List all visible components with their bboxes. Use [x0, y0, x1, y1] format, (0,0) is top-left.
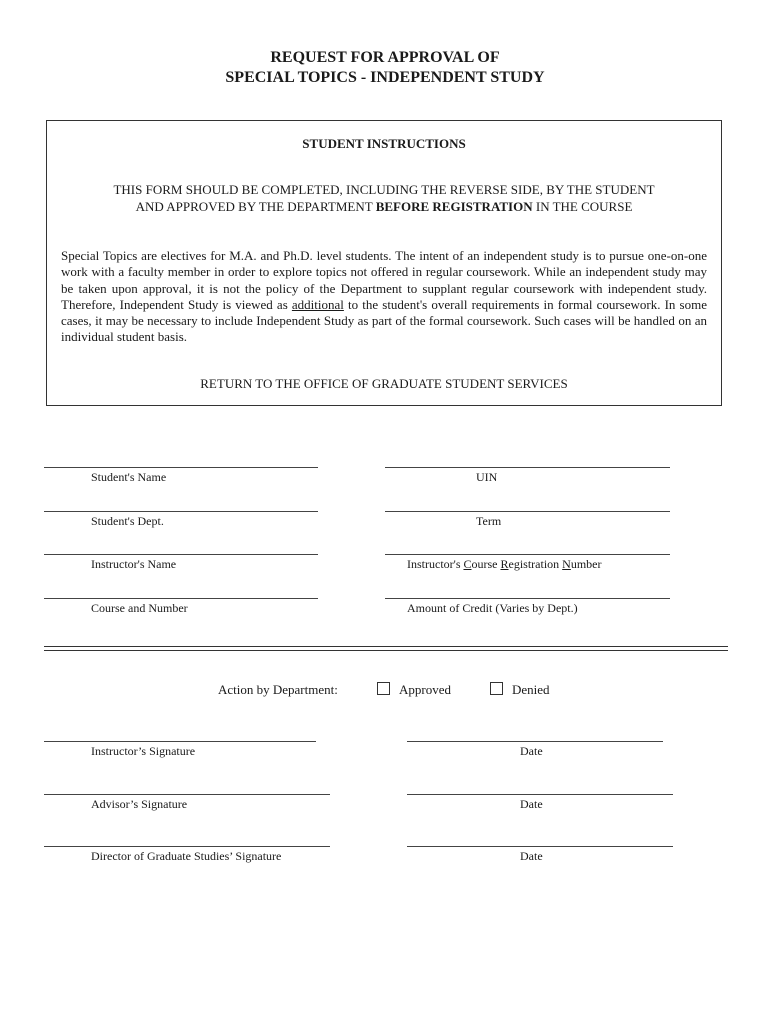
term-label: Term — [476, 514, 502, 528]
director-date-label: Date — [520, 849, 543, 863]
students-name-line[interactable] — [44, 467, 318, 468]
page-title-line-2: SPECIAL TOPICS - INDEPENDENT STUDY — [225, 69, 545, 86]
notice-line-2: AND APPROVED BY THE DEPARTMENT BEFORE REGISTRATION IN THE COURSE — [135, 199, 633, 214]
crn-line[interactable] — [385, 554, 670, 555]
students-dept-line[interactable] — [44, 511, 318, 512]
notice-emphasis: BEFORE REGISTRATION — [375, 199, 533, 214]
action-by-department-label: Action by Department: — [218, 682, 338, 697]
instructors-name-line[interactable] — [44, 554, 318, 555]
director-date-line[interactable] — [407, 846, 673, 847]
denied-label: Denied — [512, 682, 550, 697]
underlined-word: additional — [291, 296, 344, 312]
crn-label: Instructor's Course Registration Number — [407, 557, 602, 571]
instructions-paragraph: Special Topics are electives for M.A. and Ph.D. level students. The intent of an independent study is to pursue one-on-one work with a faculty member in order to explore topics not offered in regular coursework. While an independent study may be taken upon approval, it is not the policy of the Department to supplant regular coursework with independent study. Therefore, Independent Study is viewed as additional to the student's overall requirements in formal coursework. In some cases, it may be necessary to include Independent Study as part of the formal coursework. Such cases will be handled on an individual student basis. — [61, 248, 707, 345]
credit-label: Amount of Credit (Varies by Dept.) — [407, 601, 578, 615]
director-signature-line[interactable] — [44, 846, 330, 847]
instructor-signature-label: Instructor’s Signature — [91, 744, 196, 758]
approved-label: Approved — [399, 682, 451, 697]
term-line[interactable] — [385, 511, 670, 512]
uin-label: UIN — [476, 470, 498, 484]
denied-checkbox[interactable] — [490, 682, 503, 695]
page-title-line-1: REQUEST FOR APPROVAL OF — [270, 49, 500, 66]
students-dept-label: Student's Dept. — [91, 514, 164, 528]
separator-top — [44, 646, 728, 647]
advisor-date-line[interactable] — [407, 794, 673, 795]
advisor-signature-label: Advisor’s Signature — [91, 797, 188, 811]
instructor-date-line[interactable] — [407, 741, 663, 742]
instructor-date-label: Date — [520, 744, 543, 758]
instructions-box — [46, 120, 722, 406]
students-name-label: Student's Name — [91, 470, 167, 484]
approved-checkbox[interactable] — [377, 682, 390, 695]
separator-bottom — [44, 650, 728, 651]
course-number-line[interactable] — [44, 598, 318, 599]
course-number-label: Course and Number — [91, 601, 188, 615]
return-note: RETURN TO THE OFFICE OF GRADUATE STUDENT SERVICES — [200, 376, 568, 391]
credit-line[interactable] — [385, 598, 670, 599]
advisor-signature-line[interactable] — [44, 794, 330, 795]
notice-line-1: THIS FORM SHOULD BE COMPLETED, INCLUDING THE REVERSE SIDE, BY THE STUDENT — [113, 182, 655, 197]
instructors-name-label: Instructor's Name — [91, 557, 177, 571]
advisor-date-label: Date — [520, 797, 543, 811]
director-signature-label: Director of Graduate Studies’ Signature — [91, 849, 282, 863]
instructor-signature-line[interactable] — [44, 741, 316, 742]
instructions-heading: STUDENT INSTRUCTIONS — [302, 136, 466, 151]
uin-line[interactable] — [385, 467, 670, 468]
